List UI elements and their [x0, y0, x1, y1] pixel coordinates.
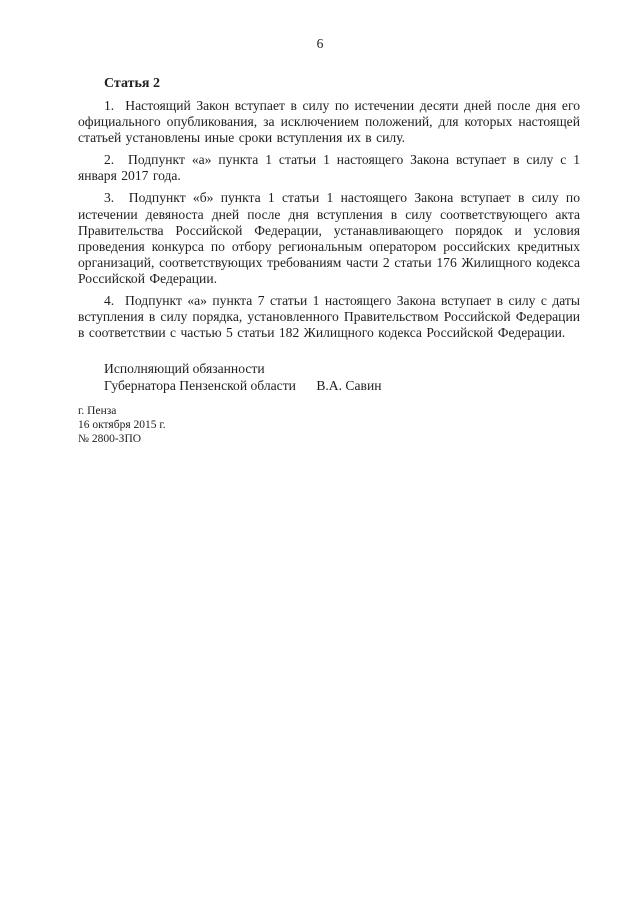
signatory-name: В.А. Савин	[316, 377, 382, 393]
issuance-city: г. Пенза	[78, 405, 117, 418]
document-content	[78, 76, 580, 446]
signatory-role-text: Губернатора Пензенской области	[104, 377, 296, 393]
paragraph-3: 3. Подпункт «б» пункта 1 статьи 1 настоящего Закона вступает в силу по истечении девяноста дней после дня вступления в силу соответствующего акта Правительства Российской Федерации, устанавливающего порядок и условия проведения конкурса по отбору региональным оператором российских кредитных организаций, соответствующих требованиям части 2 статьи 176 Жилищного кодекса Российской Федерации.	[78, 190, 580, 286]
signatory-role-line-1: Исполняющий обязанности	[104, 361, 265, 377]
paragraph-1: 1. Настоящий Закон вступает в силу по истечении десяти дней после дня его официального опубликования, за исключением положений, для которых настоящей статьей установлены иные сроки вступления их в силу.	[78, 98, 580, 146]
paragraph-4: 4. Подпункт «а» пункта 7 статьи 1 настоящего Закона вступает в силу с даты вступления в силу порядка, установленного Правительством Российской Федерации в соответствии с частью 5 статьи 182 Жилищного кодекса Российской Федерации.	[78, 293, 580, 341]
paragraph-2: 2. Подпункт «а» пункта 1 статьи 1 настоящего Закона вступает в силу с 1 января 2017 года.	[78, 152, 580, 184]
article-title: Статья 2	[104, 76, 160, 91]
issuance-date: 16 октября 2015 г.	[78, 418, 166, 431]
signatory-role-line-2	[104, 378, 580, 395]
signature-block	[78, 361, 580, 394]
issuance-number: № 2800-ЗПО	[78, 432, 142, 445]
issuance-details	[78, 405, 580, 446]
page-number: 6	[316, 36, 324, 51]
